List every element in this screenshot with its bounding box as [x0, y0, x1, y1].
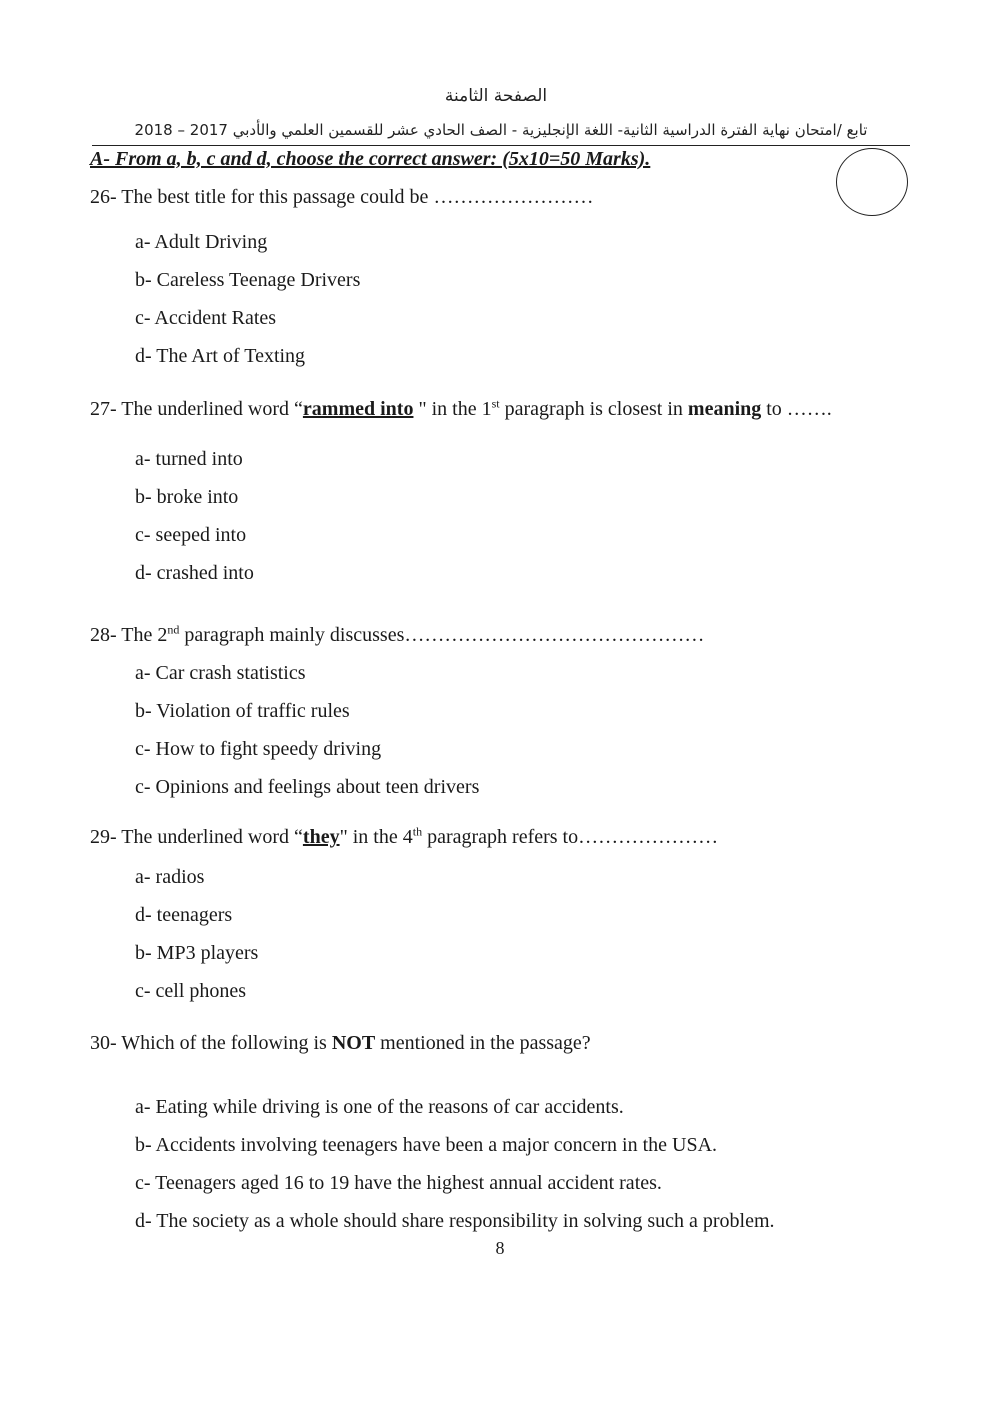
exam-header: تابع /امتحان نهاية الفترة الدراسية الثانية- اللغة الإنجليزية - الصف الحادي عشر للقسمين العلمي والأدبي 2017 – 2018 — [134, 121, 868, 139]
option-30-a: a- Eating while driving is one of the reasons of car accidents. — [135, 1096, 624, 1118]
answer-blank: …………………… — [433, 186, 594, 208]
option-26-b: b- Careless Teenage Drivers — [135, 269, 361, 291]
option-29-c: c- cell phones — [135, 980, 247, 1002]
option-28-b: b- Violation of traffic rules — [135, 700, 350, 722]
question-29: 29- The underlined word “they" in the 4th paragraph refers to………………… — [90, 824, 719, 848]
option-30-c: c- Teenagers aged 16 to 19 have the highest annual accident rates. — [135, 1172, 662, 1194]
bold-word: meaning — [687, 398, 762, 420]
header-divider — [92, 145, 910, 146]
option-26-a: a- Adult Driving — [135, 231, 268, 253]
score-circle — [836, 148, 908, 216]
option-28-a: a- Car crash statistics — [135, 662, 306, 684]
question-26 — [90, 186, 593, 209]
option-29-b: b- MP3 players — [135, 942, 259, 964]
option-30-d: d- The society as a whole should share responsibility in solving such a problem. — [135, 1210, 775, 1232]
question-30: 30- Which of the following is NOT mentioned in the passage? — [90, 1032, 591, 1054]
option-29-a: a- radios — [135, 866, 205, 888]
underlined-word: rammed into — [302, 398, 414, 420]
option-29-d: d- teenagers — [135, 904, 233, 926]
section-title: A- From a, b, c and d, choose the correct answer: (5x10=50 Marks). — [90, 148, 651, 170]
question-27: 27- The underlined word “rammed into " in the 1st paragraph is closest in meaning to ……. — [90, 396, 832, 420]
underlined-word: they — [302, 826, 340, 848]
option-26-c: c- Accident Rates — [135, 307, 277, 329]
option-27-c: c- seeped into — [135, 524, 247, 546]
option-27-a: a- turned into — [135, 448, 243, 470]
question-stem: 26- The best title for this passage could be — [90, 186, 434, 208]
option-27-d: d- crashed into — [135, 562, 254, 584]
option-26-d: d- The Art of Texting — [135, 345, 306, 367]
option-28-d: c- Opinions and feelings about teen drivers — [135, 776, 480, 798]
option-30-b: b- Accidents involving teenagers have been a major concern in the USA. — [135, 1134, 718, 1156]
option-27-b: b- broke into — [135, 486, 239, 508]
question-28: 28- The 2nd paragraph mainly discusses……………………………………… — [90, 622, 705, 646]
page-title: الصفحة الثامنة — [444, 86, 548, 106]
page-number: 8 — [495, 1238, 505, 1258]
bold-word: NOT — [331, 1032, 376, 1054]
option-28-c: c- How to fight speedy driving — [135, 738, 382, 760]
